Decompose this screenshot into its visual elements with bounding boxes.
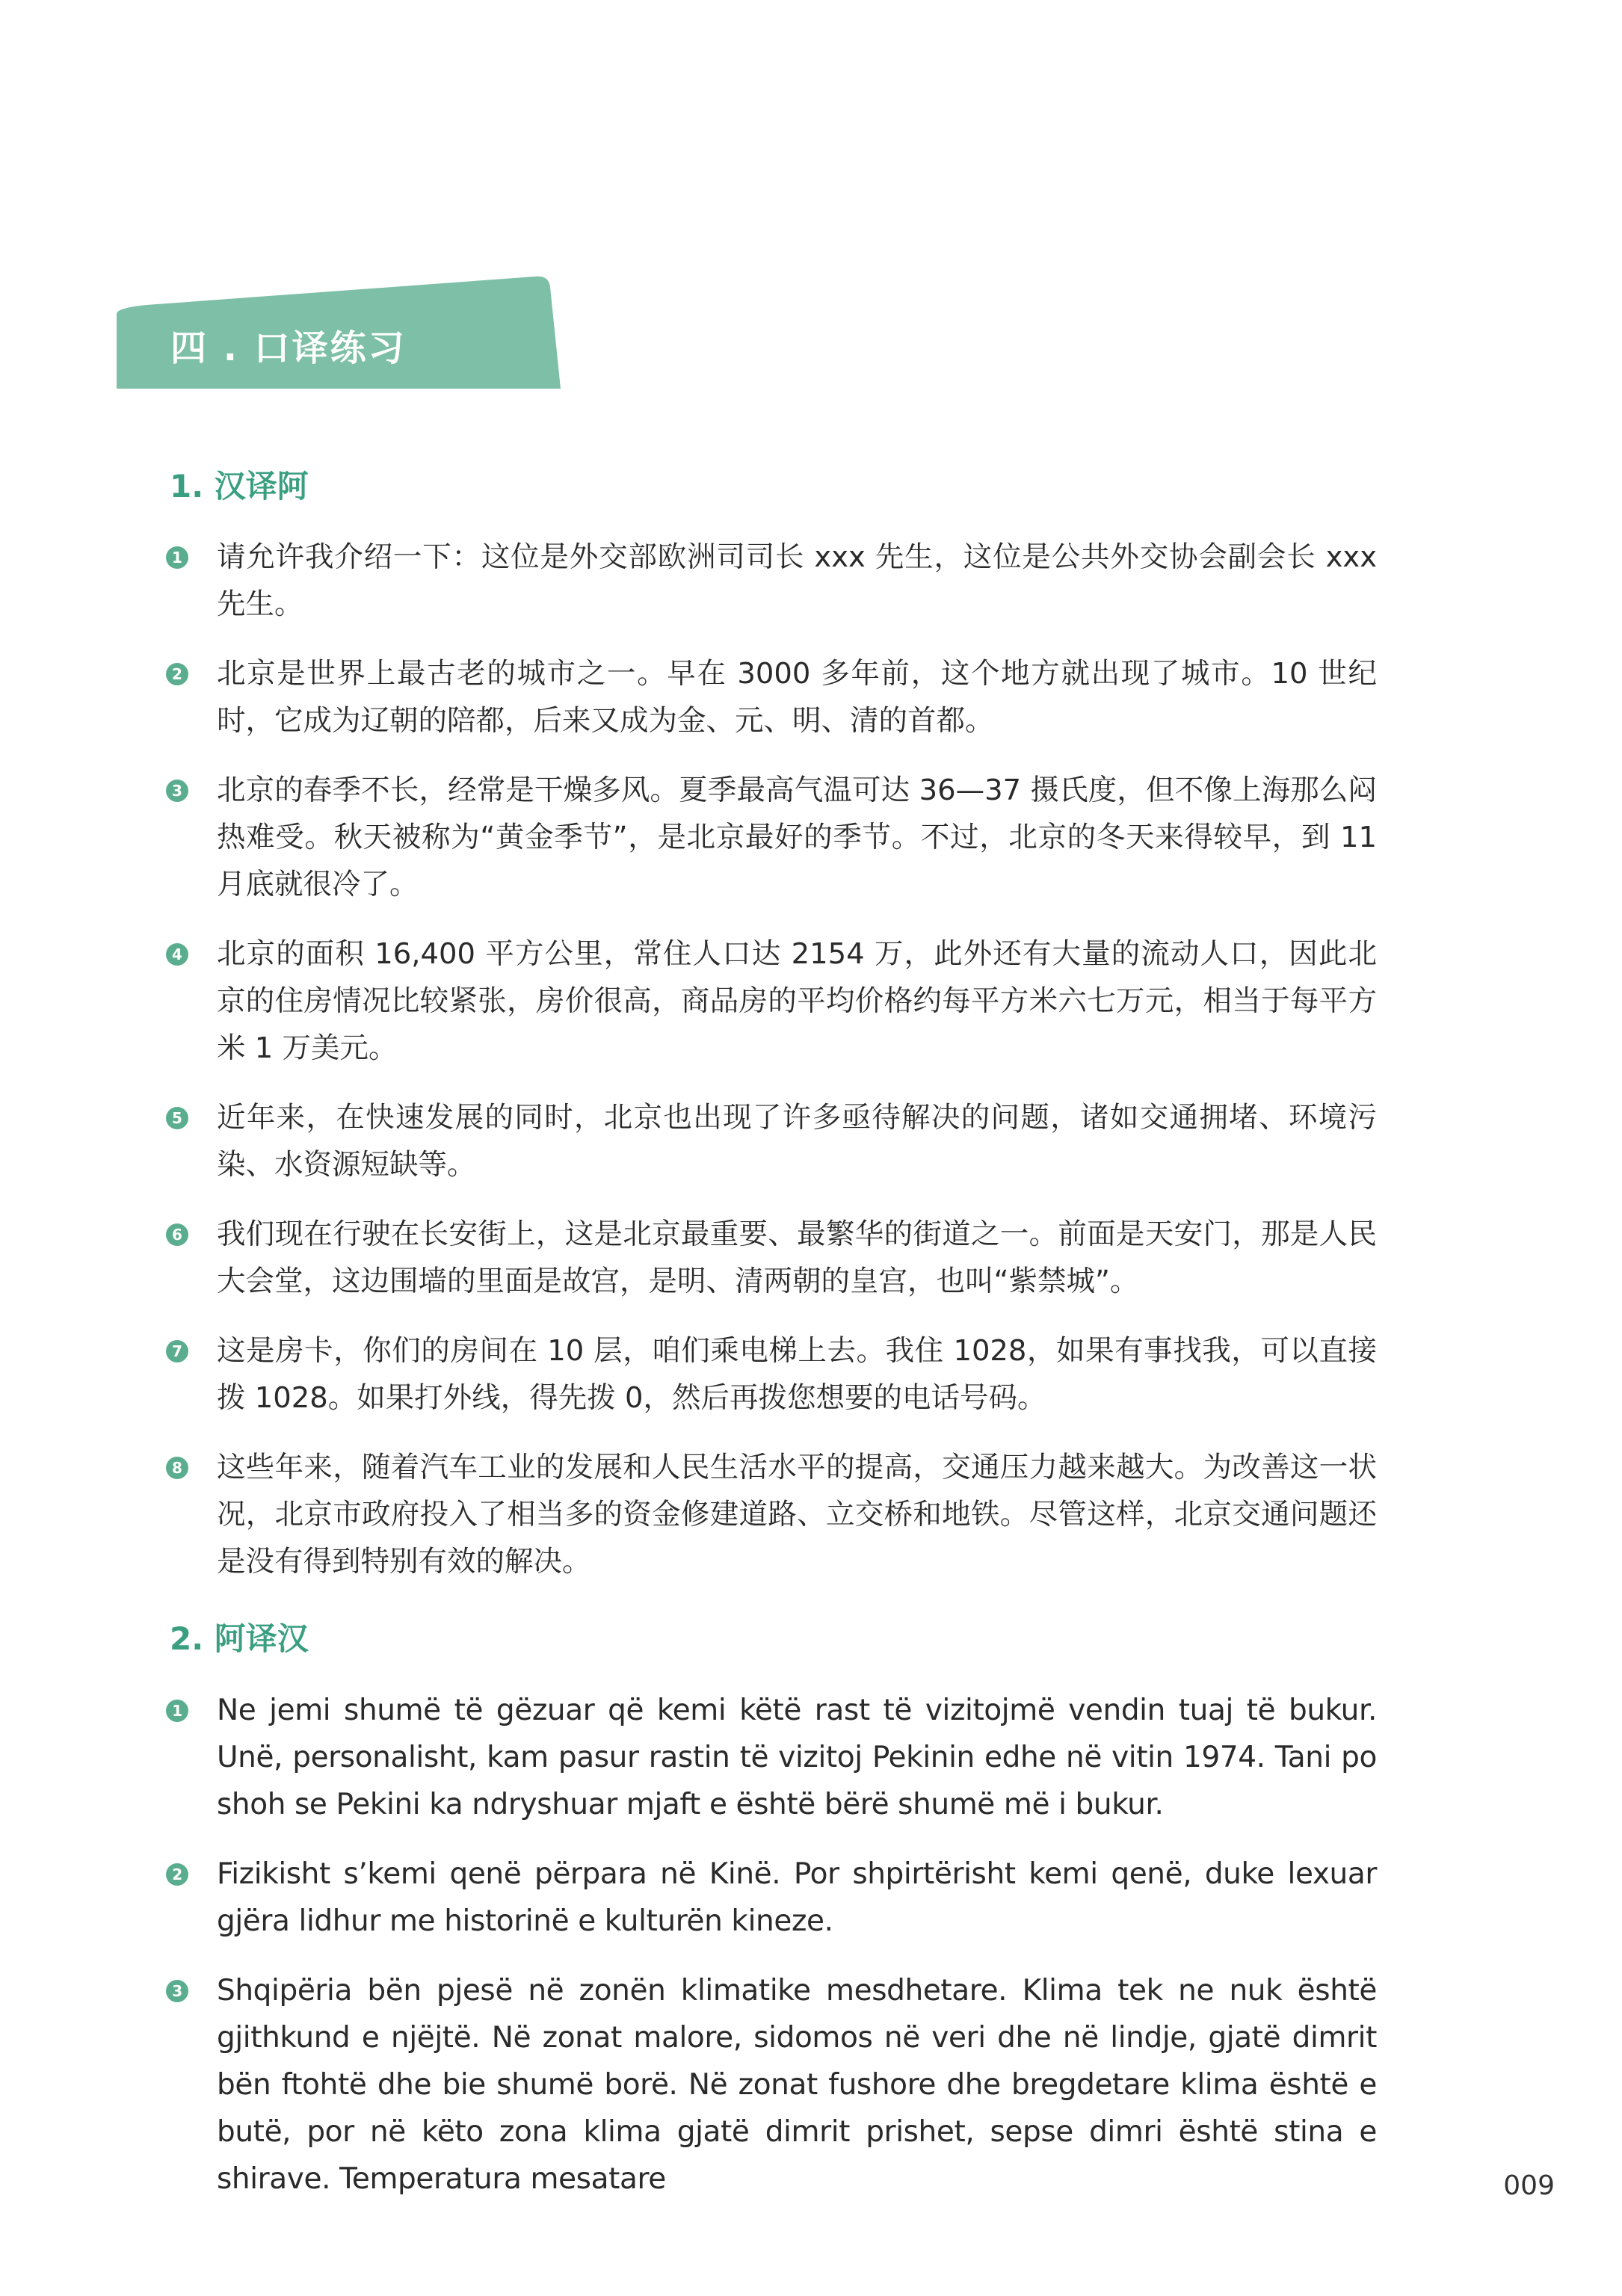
- part1-list: [166, 534, 1377, 1608]
- list-item: [166, 1211, 1377, 1305]
- item-text: 我们现在行驶在长安街上，这是北京最重要、最繁华的街道之一。前面是天安门，那是人民大会堂，这边围墙的里面是故宫，是明、清两朝的皇宫，也叫“紫禁城”。: [217, 1218, 1377, 1298]
- list-item: [166, 534, 1377, 628]
- list-item: [166, 650, 1377, 744]
- item-text: 北京是世界上最古老的城市之一。早在 3000 多年前，这个地方就出现了城市。10 世纪时，它成为辽朝的陪都，后来又成为金、元、明、清的首都。: [217, 657, 1377, 738]
- list-item: [166, 1851, 1377, 1945]
- part1-heading: 1. 汉译阿: [170, 468, 309, 504]
- item-text: 近年来，在快速发展的同时，北京也出现了许多亟待解决的问题，诸如交通拥堵、环境污染、水资源短缺等。: [217, 1101, 1377, 1182]
- number-badge: 6: [166, 1223, 188, 1246]
- number-badge: 2: [166, 663, 188, 685]
- item-text: 这些年来，随着汽车工业的发展和人民生活水平的提高，交通压力越来越大。为改善这一状况，北京市政府投入了相当多的资金修建道路、立交桥和地铁。尽管这样，北京交通问题还是没有得到特别有效的解决。: [217, 1451, 1377, 1578]
- item-text: Fizikisht s’kemi qenë përpara në Kinë. Por shpirtërisht kemi qenë, duke lexuar gjëra lidhur me historinë e kulturën kineze.: [217, 1857, 1377, 1938]
- number-badge: 7: [166, 1340, 188, 1363]
- item-text: 这是房卡，你们的房间在 10 层，咱们乘电梯上去。我住 1028，如果有事找我，可以直接拨 1028。如果打外线，得先拨 0，然后再拨您想要的电话号码。: [217, 1334, 1377, 1415]
- number-badge: 3: [166, 1980, 188, 2002]
- list-item: [166, 1687, 1377, 1828]
- list-item: [166, 1327, 1377, 1422]
- number-badge: 3: [166, 780, 188, 802]
- number-badge: 4: [166, 943, 188, 966]
- list-item: [166, 1967, 1377, 2203]
- list-item: [166, 931, 1377, 1072]
- number-badge: 1: [166, 546, 188, 569]
- number-badge: 2: [166, 1863, 188, 1886]
- item-text: 北京的面积 16,400 平方公里，常住人口达 2154 万，此外还有大量的流动人口，因此北京的住房情况比较紧张，房价很高，商品房的平均价格约每平方米六七万元，相当于每平方米 1 万美元。: [217, 937, 1377, 1065]
- section-header-tab: [117, 275, 561, 389]
- list-item: [166, 767, 1377, 908]
- number-badge: 5: [166, 1107, 188, 1129]
- item-text: 请允许我介绍一下：这位是外交部欧洲司司长 xxx 先生，这位是公共外交协会副会长 xxx 先生。: [217, 540, 1377, 621]
- section-title: 四 . 口译练习: [170, 327, 407, 369]
- item-text: 北京的春季不长，经常是干燥多风。夏季最高气温可达 36—37 摄氏度，但不像上海那么闷热难受。秋天被称为“黄金季节”，是北京最好的季节。不过，北京的冬天来得较早，到 11 月底就很冷了。: [217, 774, 1377, 901]
- item-text: Ne jemi shumë të gëzuar që kemi këtë rast të vizitojmë vendin tuaj të bukur. Unë, personalisht, kam pasur rastin të vizitoj Pekinin edhe në vitin 1974. Tani po shoh se Pekini ka ndryshuar mjaft e është bërë shumë më i bukur.: [217, 1694, 1377, 1821]
- number-badge: 8: [166, 1457, 188, 1479]
- number-badge: 1: [166, 1700, 188, 1722]
- page-number: 009: [1503, 2170, 1555, 2201]
- item-text: Shqipëria bën pjesë në zonën klimatike mesdhetare. Klima tek ne nuk është gjithkund e njëjtë. Në zonat malore, sidomos në veri dhe në lindje, gjatë dimrit bën ftohtë dhe bie shumë borë. Në zonat fushore dhe bregdetare klima është e butë, por në këto zona klima gjatë dimrit prishet, sepse dimri është stina e shirave. Temperatura mesatare: [217, 1974, 1377, 2196]
- list-item: [166, 1094, 1377, 1188]
- list-item: [166, 1444, 1377, 1585]
- part2-list: [166, 1687, 1377, 2225]
- part2-heading: 2. 阿译汉: [170, 1620, 309, 1657]
